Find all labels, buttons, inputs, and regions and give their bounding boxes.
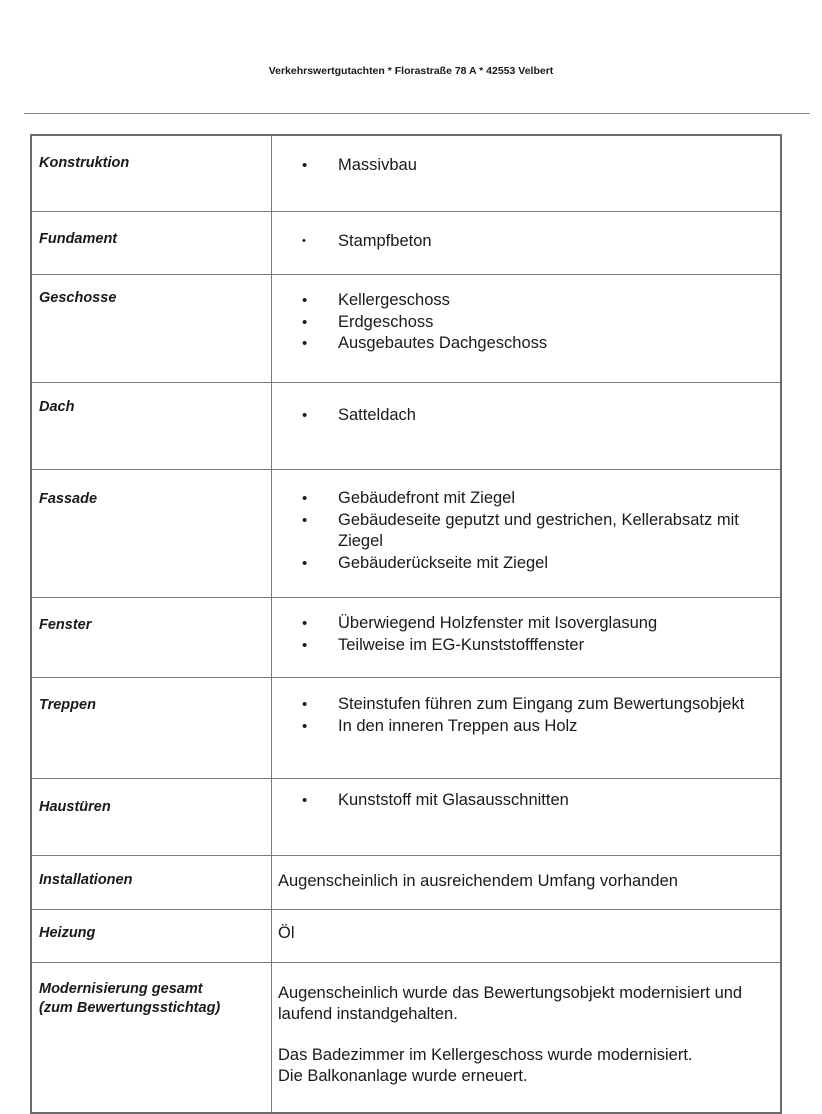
row-text: Augenscheinlich in ausreichendem Umfang vorhanden: [278, 872, 678, 890]
list-item: • Überwiegend Holzfenster mit Isoverglasung: [302, 613, 774, 635]
header-divider: [24, 113, 810, 114]
table-row: [31, 383, 781, 470]
row-label-haustueren: Haustüren: [31, 779, 272, 856]
row-label-dach: Dach: [31, 383, 272, 470]
list-item: • Gebäuderückseite mit Ziegel: [302, 553, 774, 575]
row-text: Öl: [278, 924, 295, 942]
row-paragraph-line: Die Balkonanlage wurde erneuert.: [278, 1067, 528, 1085]
row-label-treppen: Treppen: [31, 678, 272, 779]
list-item: • Kunststoff mit Glasausschnitten: [302, 790, 774, 812]
document-header: Verkehrswertgutachten * Florastraße 78 A * 42553 Velbert: [268, 65, 554, 77]
table-row: [31, 779, 781, 856]
row-label-modernisierung: [31, 963, 272, 1114]
list-item: • Ausgebautes Dachgeschoss: [302, 333, 774, 355]
list-item: • Satteldach: [302, 405, 774, 427]
table-row: [31, 598, 781, 678]
row-label-installationen: Installationen: [31, 856, 272, 910]
table-row: [31, 275, 781, 383]
table-row: [31, 212, 781, 275]
table-row: [31, 470, 781, 598]
list-item: • Gebäudefront mit Ziegel: [302, 488, 774, 510]
row-value: [272, 856, 782, 910]
row-label-line: Modernisierung gesamt: [39, 981, 203, 997]
table-row: [31, 678, 781, 779]
list-item: • Erdgeschoss: [302, 312, 774, 334]
row-value: [272, 963, 782, 1114]
row-value: [272, 910, 782, 963]
table-row: [31, 910, 781, 963]
table-row: [31, 856, 781, 910]
row-paragraph: Augenscheinlich wurde das Bewertungsobjekt modernisiert und laufend instandgehalten.: [278, 984, 743, 1023]
row-label-line: (zum Bewertungsstichtag): [39, 1000, 221, 1016]
row-value: [272, 383, 782, 470]
table-row: [31, 963, 781, 1114]
row-value: [272, 212, 782, 275]
row-label-fassade: Fassade: [31, 470, 272, 598]
table-row: [31, 135, 781, 212]
row-label-fundament: Fundament: [31, 212, 272, 275]
list-item: • In den inneren Treppen aus Holz: [302, 716, 774, 738]
row-value: [272, 470, 782, 598]
list-item: • Gebäudeseite geputzt und gestrichen, Kellerabsatz mit Ziegel: [302, 510, 774, 553]
list-item: • Stampfbeton: [302, 231, 774, 253]
list-item: • Massivbau: [302, 155, 774, 177]
list-item: • Kellergeschoss: [302, 290, 774, 312]
row-label-heizung: Heizung: [31, 910, 272, 963]
building-description-table: [30, 134, 782, 1114]
row-label-konstruktion: Konstruktion: [31, 135, 272, 212]
row-value: [272, 779, 782, 856]
row-value: [272, 135, 782, 212]
row-value: [272, 598, 782, 678]
row-paragraph-line: Das Badezimmer im Kellergeschoss wurde modernisiert.: [278, 1046, 693, 1064]
list-item: • Teilweise im EG-Kunststofffenster: [302, 635, 774, 657]
row-value: [272, 678, 782, 779]
row-label-fenster: Fenster: [31, 598, 272, 678]
row-value: [272, 275, 782, 383]
list-item: • Steinstufen führen zum Eingang zum Bewertungsobjekt: [302, 694, 774, 716]
row-label-geschosse: Geschosse: [31, 275, 272, 383]
